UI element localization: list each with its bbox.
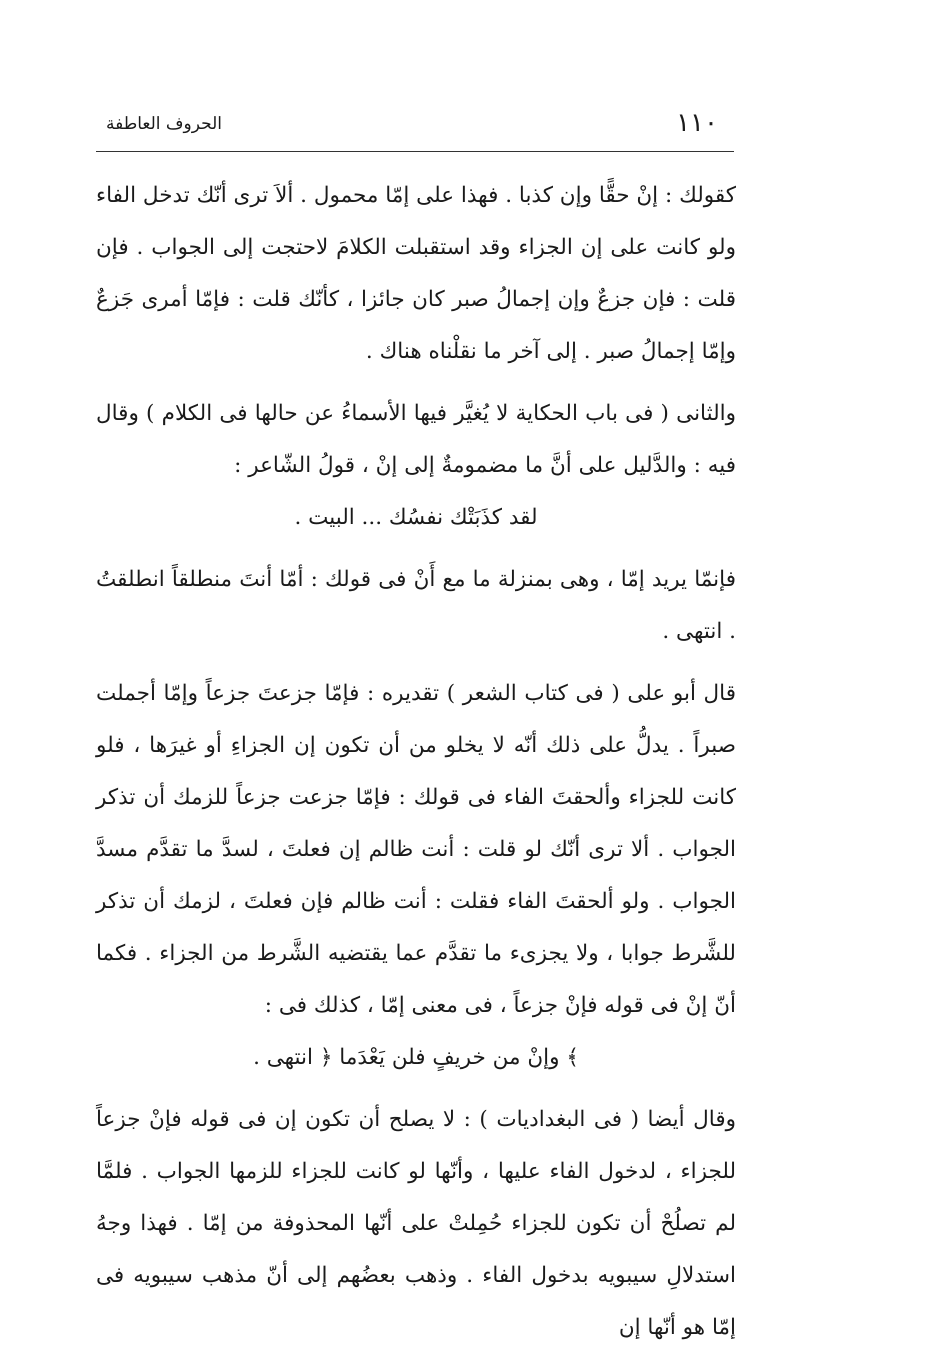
running-title: الحروف العاطفة <box>106 114 223 134</box>
page-header <box>96 108 736 148</box>
paragraph-3: فإنمّا يريد إمّا ، وهى بمنزلة ما مع أَنْ فى قولك : أمّا أنتَ منطلقاً انطلقتُ . انتهى . <box>96 567 736 644</box>
body-text <box>96 170 736 1354</box>
paragraph-1: كقولك : إنْ حقًّا وإن كذبا . فهذا على إمّا محمول . ألاَ ترى أنّك تدخل الفاء ولو كانت على إن الجزاء وقد استقبلت الكلامَ لاحتجت إلى الجواب . فإن قلت : فإن جزعٌ وإن إجمالُ صبر كان جائزا ، كأنّك قلت : فإمّا أمرى جَزعٌ وإمّا إجمالُ صبر . إلى آخر ما نقلْناه هناك . <box>96 183 736 364</box>
header-rule <box>96 151 734 152</box>
verse-quote-2: ﴾ وإنْ من خريفٍ فلن يَعْدَما ﴿ انتهى . <box>253 1045 579 1070</box>
paragraph-4: قال أبو على ( فى كتاب الشعر ) تقديره : فإمّا جزعتَ جزعاً وإمّا أجملت صبراً . يدلُّ على ذلك أنّه لا يخلو من أن تكون إن الجزاءِ أو غيرَها ، فلو كانت للجزاء وألحقتَ الفاء فى قولك : فإمّا جزعت جزعاً للزمك أن تذكر الجواب . ألا ترى أنّك لو قلت : أنت ظالم إن فعلتَ ، لسدَّ ما تقدَّم مسدَّ الجواب . ولو ألحقتَ الفاء فقلت : أنت ظالم فإن فعلتَ ، لزمك أن تذكر للشَّرط جوابا ، ولا يجزىء ما تقدَّم عما يقتضيه الشَّرط من الجزاء . فكما أنّ إنْ فى قوله فإنْ جزعاً ، فى معنى إمّا ، كذلك فى : <box>96 681 736 1018</box>
page-number: ١١٠ <box>676 108 718 138</box>
paragraph-2: والثانى ( فى باب الحكاية لا يُغيَّر فيها الأسماءُ عن حالها فى الكلام ) وقال فيه : والدَّليل على أنَّ ما مضمومةٌ إلى إنْ ، قولُ الشّاعر : <box>96 401 736 478</box>
verse-quote-1: لقد كذَبَتْك نفسُك ... البيت . <box>294 505 538 530</box>
paragraph-5: وقال أيضا ( فى البغداديات ) : لا يصلح أن تكون إن فى قوله فإنْ جزعاً للجزاء ، لدخول الفاء عليها ، وأنّها لو كانت للجزاء للزمها الجواب . فلمَّا لم تصلُحْ أن تكون للجزاء حُمِلتْ على أنّها المحذوفة من إمّا . فهذا وجهُ استدلالِ سيبويه بدخول الفاء . وذهب بعضُهم إلى أنّ مذهب سيبويه فى إمّا هو أنّها إن <box>96 1107 736 1340</box>
